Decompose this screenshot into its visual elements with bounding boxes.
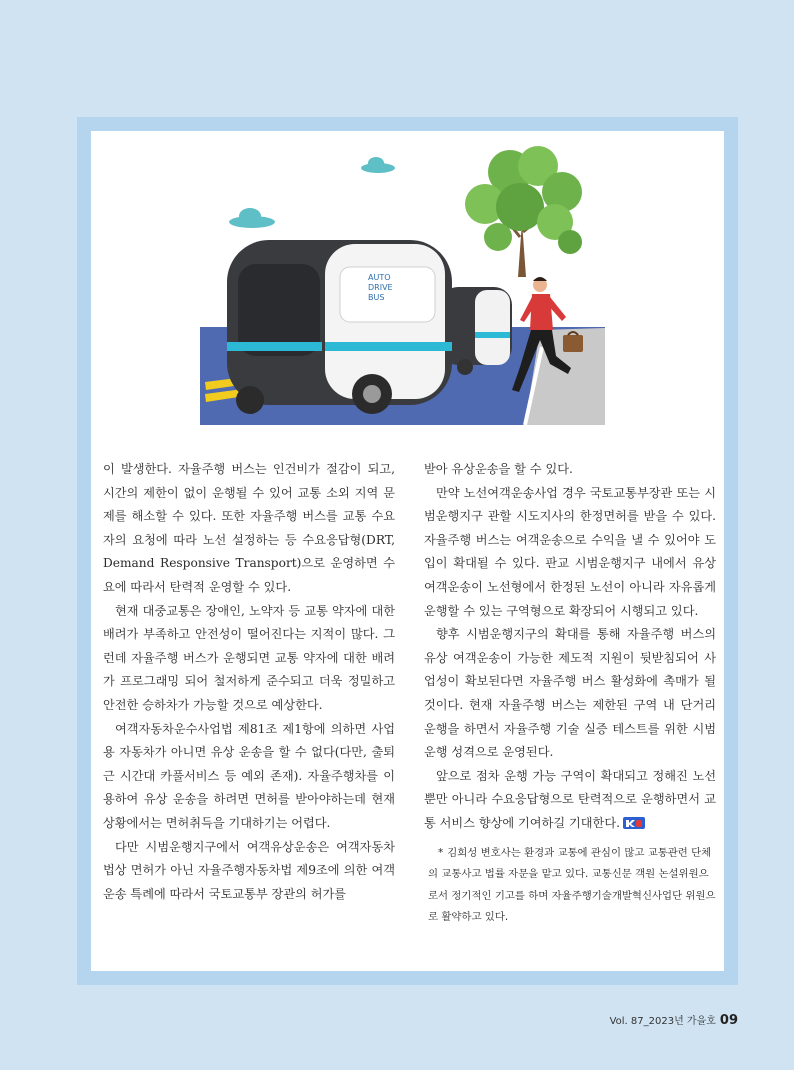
article-left-column bbox=[103, 458, 395, 906]
bus-label-line: AUTO bbox=[368, 273, 391, 282]
article-right-column bbox=[424, 458, 716, 929]
paragraph: 향후 시범운행지구의 확대를 통해 자율주행 버스의 유상 여객운송이 가능한 제도적 지원이 뒷받침되어 사업성이 확보된다면 자율주행 버스 활성화에 촉매가 될 것이다. 현재 자율주행 버스는 제한된 구역 내 단거리 운행을 하면서 자율주행 기술 실증 테스트를 위한 시범운행 성격으로 운영된다. bbox=[424, 627, 716, 760]
cloud-icon bbox=[361, 157, 395, 173]
bus-label-line: BUS bbox=[368, 293, 385, 302]
paragraph: 여객자동차운수사업법 제81조 제1항에 의하면 사업용 자동차가 아니면 유상 운송을 할 수 없다(다만, 출퇴근 시간대 카풀서비스 등 예외 존재). 자율주행차를 이용하여 유상 운송을 하려면 면허를 받아야하는데 현재 상황에서는 면허취득을 기대하기는 어렵다. bbox=[103, 721, 395, 830]
paragraph: 받아 유상운송을 할 수 있다. bbox=[424, 462, 573, 476]
note-star: * bbox=[438, 846, 444, 859]
tree bbox=[465, 146, 582, 277]
autonomous-bus-illustration bbox=[110, 142, 610, 427]
cloud-icon bbox=[229, 208, 275, 228]
paragraph: 다만 시범운행지구에서 여객유상운송은 여객자동차법상 면허가 아닌 자율주행자동차법 제9조에 의한 여객 운송 특례에 따라서 국토교통부 장관의 허가를 bbox=[103, 839, 395, 901]
paragraph: 이 발생한다. 자율주행 버스는 인건비가 절감이 되고, 시간의 제한이 없이 운행될 수 있어 교통 소외 지역 문제를 해소할 수 있다. 또한 자율주행 버스를 교통 수요자의 요청에 따라 노선 설정하는 등 수요응답형(DRT, Demand Responsive Transport)으로 운영하면 수요에 따라서 탄력적 운영할 수 있다. bbox=[103, 462, 395, 594]
issue-label: Vol. 87_2023년 가을호 bbox=[609, 1016, 716, 1027]
paragraph: 현재 대중교통은 장애인, 노약자 등 교통 약자에 대한 배려가 부족하고 안전성이 떨어진다는 지적이 많다. 그런데 자율주행 버스가 운행되면 교통 약자에 대한 배려가 프로그래밍 되어 철저하게 준수되고 더욱 정밀하고 안전한 승하차가 가능할 것으로 예상한다. bbox=[103, 603, 395, 712]
author-note-text: 김희성 변호사는 환경과 교통에 관심이 많고 교통관련 단체의 교통사고 법률 자문을 맡고 있다. 교통신문 객원 논설위원으로서 정기적인 기고를 하며 자율주행기술개발혁신사업단 위원으로 활약하고 있다. bbox=[428, 846, 716, 923]
page-footer bbox=[610, 1012, 738, 1028]
bus-front bbox=[227, 240, 452, 414]
page-number: 09 bbox=[719, 1013, 738, 1028]
paragraph-text: 앞으로 점차 운행 가능 구역이 확대되고 정해진 노선뿐만 아니라 수요응답형으로 탄력적으로 운행하면서 교통 서비스 향상에 기여하길 기대한다. bbox=[424, 768, 716, 830]
paragraph: 만약 노선여객운송사업 경우 국토교통부장관 또는 시범운행지구 관할 시도지사의 한정면허를 받을 수 있다. 자율주행 버스는 여객운송으로 수익을 낼 수 있어야 도입이 확대될 수 있다. 판교 시범운행지구 내에서 유상 여객운송이 노선형에서 한정된 노선이 아니라 자유롭게 운행할 수 있는 구역형으로 확장되어 시행되고 있다. bbox=[424, 485, 716, 618]
author-note bbox=[424, 843, 716, 929]
paragraph-last bbox=[424, 765, 716, 836]
bus-label-line: DRIVE bbox=[368, 283, 393, 292]
end-mark-logo-icon bbox=[623, 817, 645, 829]
